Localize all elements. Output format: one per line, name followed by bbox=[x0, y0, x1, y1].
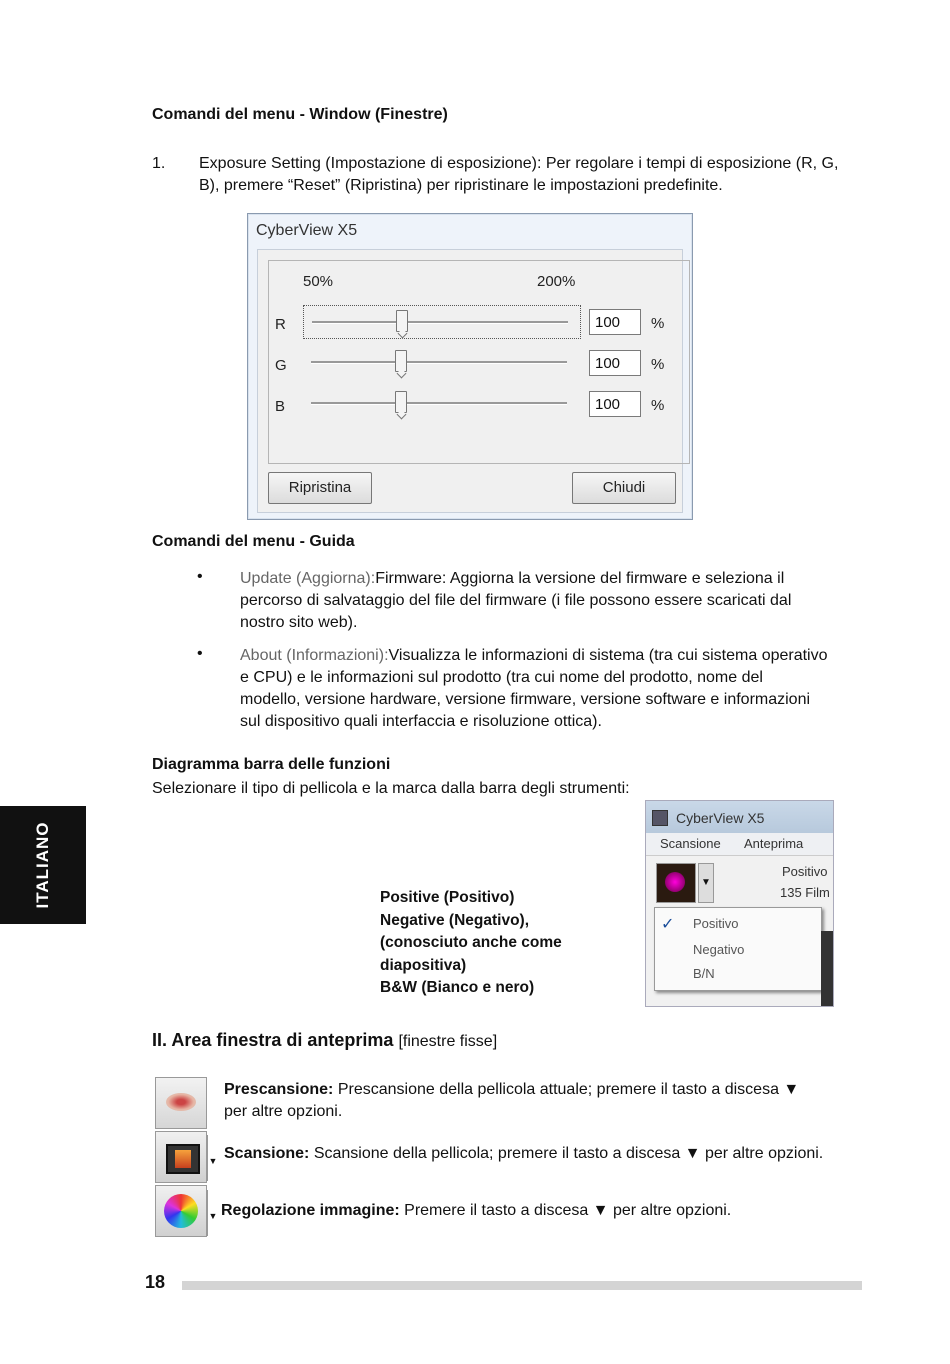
close-button[interactable]: Chiudi bbox=[572, 472, 676, 504]
slider-b[interactable] bbox=[303, 387, 579, 419]
unit-r: % bbox=[651, 315, 665, 332]
prescan-desc: Prescansione della pellicola attuale; premere il tasto a discesa ▼ bbox=[337, 1081, 800, 1098]
option-negative-note-2: diapositiva) bbox=[380, 956, 467, 974]
page-number: 18 bbox=[145, 1272, 166, 1292]
update-prefix: Update (Aggiorna): bbox=[240, 570, 376, 587]
slider-thumb[interactable] bbox=[396, 310, 408, 332]
slider-r[interactable] bbox=[303, 305, 581, 339]
image-adjust-button[interactable] bbox=[155, 1185, 207, 1237]
update-line-3: nostro sito web). bbox=[240, 614, 358, 631]
value-field-r[interactable]: 100 bbox=[589, 309, 641, 335]
film-type-dropdown-icon[interactable]: ▼ bbox=[698, 863, 714, 903]
current-film-type: Positivo bbox=[782, 864, 828, 879]
film-reel-icon bbox=[665, 872, 685, 892]
film-type-menu bbox=[654, 907, 822, 991]
current-film-brand: 135 Film bbox=[780, 885, 830, 900]
about-line-4: sul dispositivo quali interfaccia e risoluzione ottica). bbox=[240, 713, 602, 730]
color-wheel-icon bbox=[164, 1194, 198, 1228]
value-field-b[interactable]: 100 bbox=[589, 391, 641, 417]
channel-label-r: R bbox=[275, 316, 286, 333]
channel-label-b: B bbox=[275, 398, 286, 415]
toolbar-screenshot bbox=[645, 800, 834, 1007]
list-number: 1. bbox=[152, 155, 166, 172]
preview-edge bbox=[821, 931, 833, 1006]
dialog-body bbox=[257, 249, 683, 513]
reset-button[interactable]: Ripristina bbox=[268, 472, 372, 504]
update-line-2: percorso di salvataggio del file del firmware (i file possono essere scaricati dal bbox=[240, 592, 792, 609]
unit-g: % bbox=[651, 356, 665, 373]
slider-track bbox=[311, 402, 567, 405]
film-frame-icon bbox=[175, 1150, 191, 1168]
unit-b: % bbox=[651, 397, 665, 414]
section-heading-guide: Comandi del menu - Guida bbox=[152, 533, 355, 550]
preview-area-heading: II. Area finestra di anteprima bbox=[152, 1030, 394, 1050]
scale-min-label: 50% bbox=[303, 273, 334, 290]
scan-button[interactable] bbox=[155, 1131, 207, 1183]
image-adjust-term: Regolazione immagine: bbox=[221, 1202, 400, 1219]
update-line-1 bbox=[240, 568, 840, 590]
app-icon bbox=[652, 810, 668, 826]
channel-label-g: G bbox=[275, 357, 287, 374]
about-line-1 bbox=[240, 645, 870, 667]
about-line-2: e CPU) e le informazioni sul prodotto (tra cui nome del prodotto, nome del bbox=[240, 669, 763, 686]
bullet: • bbox=[197, 645, 203, 662]
toolbar-intro: Selezionare il tipo di pellicola e la marca dalla barra degli strumenti: bbox=[152, 780, 630, 797]
exposure-dialog bbox=[247, 213, 693, 520]
preview-area-heading-suffix: [finestre fisse] bbox=[398, 1033, 498, 1050]
preview-area-heading-wrap bbox=[152, 1030, 497, 1051]
film-strip-icon bbox=[166, 1144, 200, 1174]
exposure-line-1: Exposure Setting (Impostazione di esposizione): Per regolare i tempi di esposizione (R, G, bbox=[199, 155, 839, 172]
slider-thumb[interactable] bbox=[395, 350, 407, 372]
image-adjust-line bbox=[221, 1200, 861, 1222]
menu-item-negativo[interactable]: Negativo bbox=[693, 942, 745, 957]
option-negative: Negative (Negativo), bbox=[380, 911, 530, 929]
prescan-term: Prescansione: bbox=[224, 1081, 334, 1098]
value-field-g[interactable]: 100 bbox=[589, 350, 641, 376]
slider-thumb[interactable] bbox=[395, 391, 407, 413]
screenshot-title: CyberView X5 bbox=[676, 810, 765, 826]
check-icon: ✓ bbox=[661, 916, 675, 933]
option-bw: B&W (Bianco e nero) bbox=[380, 979, 535, 996]
prescan-button[interactable] bbox=[155, 1077, 207, 1129]
image-adjust-desc: Premere il tasto a discesa ▼ per altre opzioni. bbox=[404, 1202, 732, 1219]
menu-scansione[interactable]: Scansione bbox=[660, 836, 721, 851]
section-heading-window: Comandi del menu - Window (Finestre) bbox=[152, 106, 448, 123]
bullet: • bbox=[197, 568, 203, 585]
language-tab bbox=[0, 806, 86, 924]
scan-line bbox=[224, 1143, 864, 1165]
menu-item-bn[interactable]: B/N bbox=[693, 966, 715, 981]
scan-term: Scansione: bbox=[224, 1145, 310, 1162]
about-prefix: About (Informazioni): bbox=[240, 647, 389, 664]
film-type-icon[interactable] bbox=[656, 863, 696, 903]
scan-desc: Scansione della pellicola; premere il tasto a discesa ▼ per altre opzioni. bbox=[313, 1145, 824, 1162]
dialog-title: CyberView X5 bbox=[256, 222, 358, 239]
menu-item-positivo[interactable]: Positivo bbox=[693, 916, 739, 931]
update-text: Firmware: Aggiorna la versione del firmware e seleziona il bbox=[375, 570, 785, 587]
slider-track bbox=[312, 321, 568, 324]
exposure-group bbox=[268, 260, 690, 464]
language-tab-label: ITALIANO bbox=[33, 821, 52, 909]
film-type-options bbox=[380, 887, 562, 1000]
about-text: Visualizza le informazioni di sistema (tra cui sistema operativo bbox=[388, 647, 828, 664]
eye-icon bbox=[166, 1093, 196, 1111]
scale-max-label: 200% bbox=[537, 273, 576, 290]
slider-g[interactable] bbox=[303, 346, 579, 378]
footer-bar bbox=[182, 1281, 862, 1290]
option-positive: Positive (Positivo) bbox=[380, 889, 515, 906]
slider-track bbox=[311, 361, 567, 364]
image-adjust-dropdown-icon[interactable]: ▼ bbox=[207, 1190, 218, 1236]
exposure-line-2: B), premere “Reset” (Ripristina) per ripristinare le impostazioni predefinite. bbox=[199, 177, 723, 194]
scan-dropdown-icon[interactable]: ▼ bbox=[207, 1135, 218, 1181]
option-negative-note: (conosciuto anche come bbox=[380, 934, 562, 951]
section-heading-toolbar: Diagramma barra delle funzioni bbox=[152, 756, 391, 773]
about-line-3: modello, versione hardware, versione firmware, versione software e informazioni bbox=[240, 691, 811, 708]
prescan-line-1 bbox=[224, 1079, 864, 1101]
menu-anteprima[interactable]: Anteprima bbox=[744, 836, 804, 851]
prescan-line-2: per altre opzioni. bbox=[224, 1103, 343, 1120]
